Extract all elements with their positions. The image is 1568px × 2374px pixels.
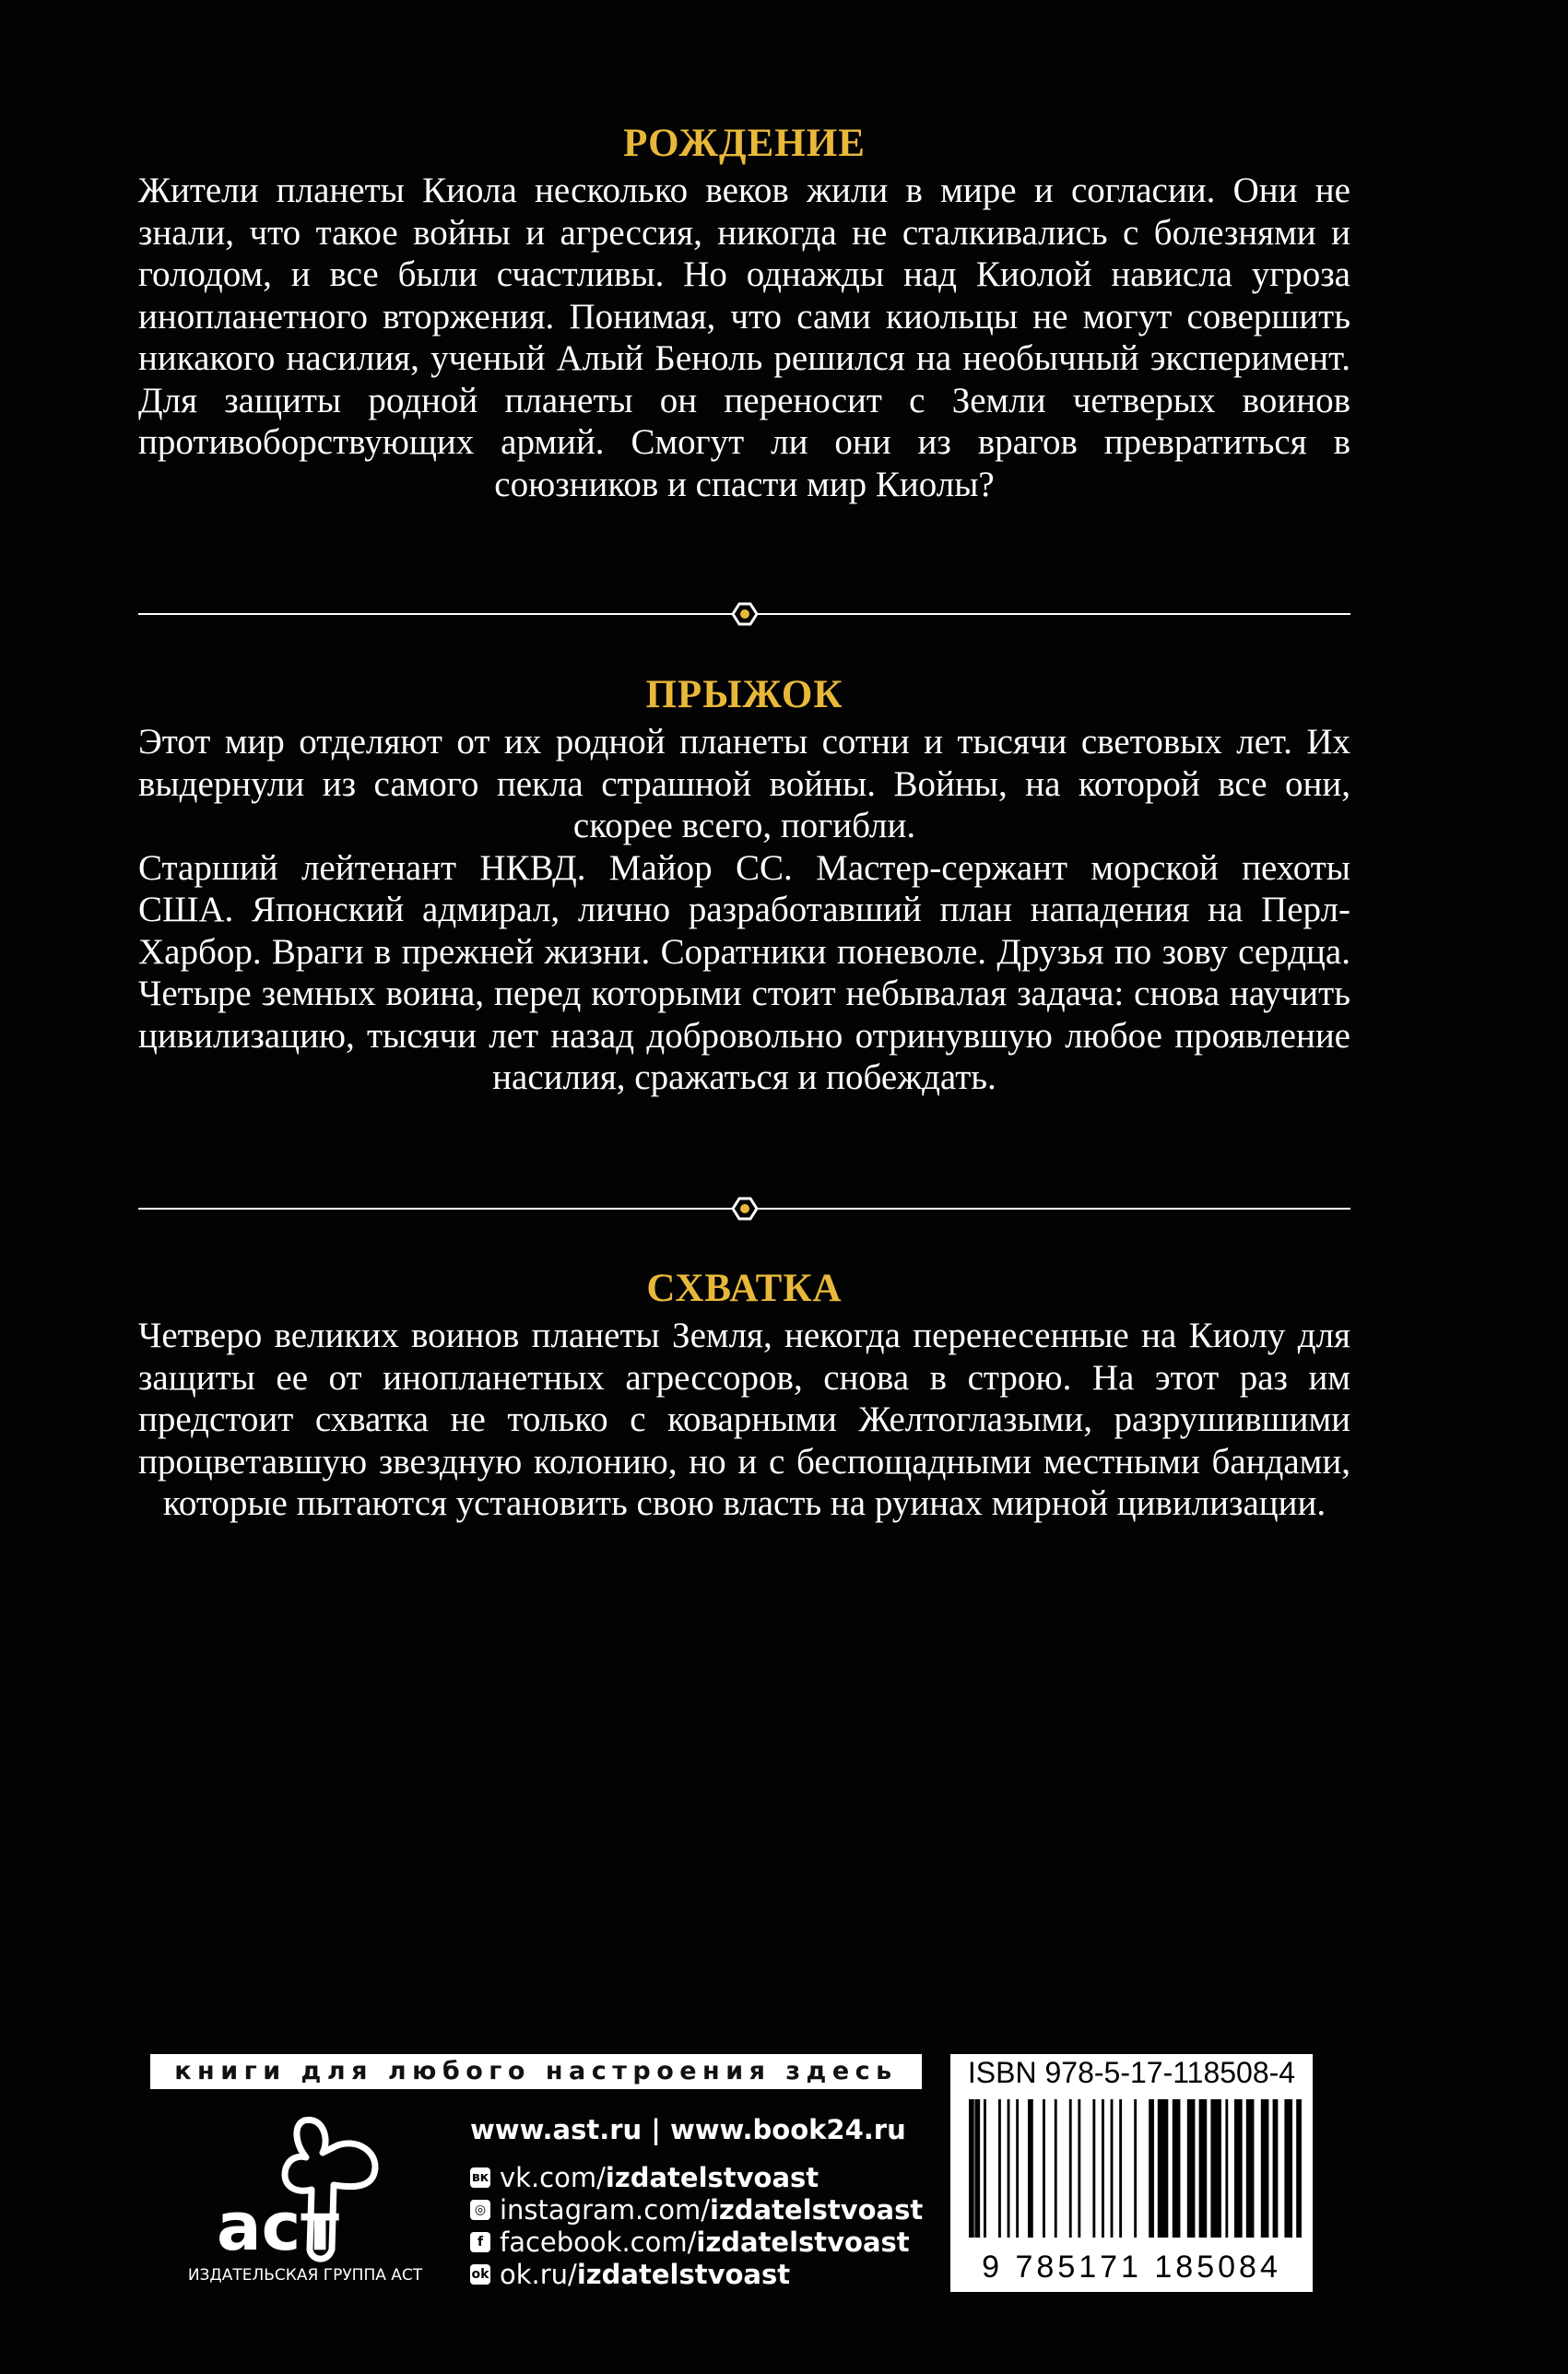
slogan-banner: книги для любого настроения здесь xyxy=(150,2054,922,2089)
barcode-bar xyxy=(1028,2099,1033,2238)
barcode xyxy=(956,2099,1307,2247)
barcode-bar xyxy=(1187,2099,1196,2238)
isbn-number: ISBN 978-5-17-118508-4 xyxy=(967,2056,1296,2089)
ast-logo xyxy=(194,2111,415,2268)
ornamental-divider xyxy=(138,597,1350,634)
section-heading: ПРЫЖОК xyxy=(645,673,843,716)
barcode-bar xyxy=(1246,2099,1255,2238)
facebook-icon: f xyxy=(470,2232,490,2252)
vk-icon: вк xyxy=(470,2167,490,2188)
section-text-2: Старший лейтенант НКВД. Майор СС. Мастер-сержант морской пехоты США. Японский адмирал, лично разработавший план нападения на Перл-Харбор. Враги в прежней жизни. Соратники поневоле. Друзья по зову сердца. Четыре земных воина, перед которыми стоит небывалая задача: снова научить цивилизацию, тысячи лет назад добровольно отринувшую любое проявление насилия, сражаться и побеждать. xyxy=(138,847,1350,1097)
social-facebook[interactable]: f facebook.com/ izdatelstvoast xyxy=(470,2226,923,2258)
barcode-bar xyxy=(1234,2099,1243,2238)
section-birth xyxy=(138,118,1350,505)
barcode-bar xyxy=(1261,2099,1269,2238)
barcode-bar xyxy=(1284,2099,1292,2238)
website-links[interactable]: www.ast.ru | www.book24.ru xyxy=(470,2114,906,2145)
section-fight xyxy=(138,1263,1350,1525)
barcode-bar xyxy=(1111,2099,1114,2238)
barcode-bar xyxy=(969,2099,974,2238)
barcode-bar xyxy=(1225,2099,1228,2238)
barcode-bar xyxy=(1078,2099,1080,2238)
ok-icon: ok xyxy=(470,2264,490,2285)
barcode-bar xyxy=(1016,2099,1019,2238)
logo-text: аст xyxy=(217,2188,339,2265)
barcode-bar xyxy=(1092,2099,1095,2238)
contact-links xyxy=(470,2111,923,2290)
barcode-bar xyxy=(1134,2099,1137,2238)
instagram-icon: ◎ xyxy=(470,2200,490,2220)
social-instagram[interactable]: ◎ instagram.com/ izdatelstvoast xyxy=(470,2193,923,2226)
section-text: Этот мир отделяют от их родной планеты сотни и тысячи световых лет. Их выдернули из самого пекла страшной войны. Войны, на которой все они, скорее всего, погибли. xyxy=(138,722,1350,845)
ean-digits: 9 785171 185084 xyxy=(982,2250,1281,2285)
barcode-bar xyxy=(1173,2099,1181,2238)
barcode-bar xyxy=(1119,2099,1122,2238)
barcode-bar xyxy=(1043,2099,1045,2238)
barcode-bar xyxy=(984,2099,986,2238)
barcode-bar xyxy=(1273,2099,1279,2238)
section-text: Четверо великих воинов планеты Земля, некогда перенесенные на Киолу для защиты ее от инопланетных агрессоров, снова в строю. На этот раз им предстоит схватка не только с коварными Желтоглазыми, разрушившими процветавшую звездную колонию, но и с беспощадными местными бандами, которые пытаются установить свою власть на руинах мирной цивилизации. xyxy=(138,1316,1350,1523)
barcode-bar xyxy=(1102,2099,1104,2238)
barcode-bar xyxy=(1199,2099,1208,2238)
section-heading: СХВАТКА xyxy=(646,1267,843,1310)
barcode-bar xyxy=(1055,2099,1057,2238)
section-text: Жители планеты Киола несколько веков жили в мире и согласии. Они не знали, что такое войны и агрессия, никогда не сталкивались с болезнями и голодом, и все были счастливы. Но однажды над Киолой нависла угроза инопланетного вторжения. Понимая, что сами киольцы не могут совершить никакого насилия, ученый Алый Беноль решился на необычный эксперимент. Для защиты родной планеты он переносит с Земли четверых воинов противоборствующих армий. Смогут ли они из врагов превратиться в союзников и спасти мир Киолы? xyxy=(138,171,1350,504)
publisher-name: ИЗДАТЕЛЬСКАЯ ГРУППА АСТ xyxy=(187,2266,423,2285)
social-vk[interactable]: вк vk.com/ izdatelstvoast xyxy=(471,2161,819,2193)
barcode-bar xyxy=(1149,2099,1154,2238)
barcode-bar xyxy=(1069,2099,1072,2238)
ornamental-divider xyxy=(138,1192,1350,1229)
section-jump xyxy=(138,669,1350,1099)
social-ok[interactable]: ok ok.ru/ izdatelstvoast xyxy=(471,2258,791,2290)
barcode-bar xyxy=(998,2099,1001,2238)
barcode-bar xyxy=(1210,2099,1221,2238)
barcode-bar xyxy=(1296,2099,1302,2238)
barcode-bar xyxy=(974,2099,980,2238)
barcode-bar xyxy=(1008,2099,1010,2238)
barcode-bar xyxy=(1158,2099,1169,2238)
section-heading: РОЖДЕНИЕ xyxy=(623,122,866,165)
